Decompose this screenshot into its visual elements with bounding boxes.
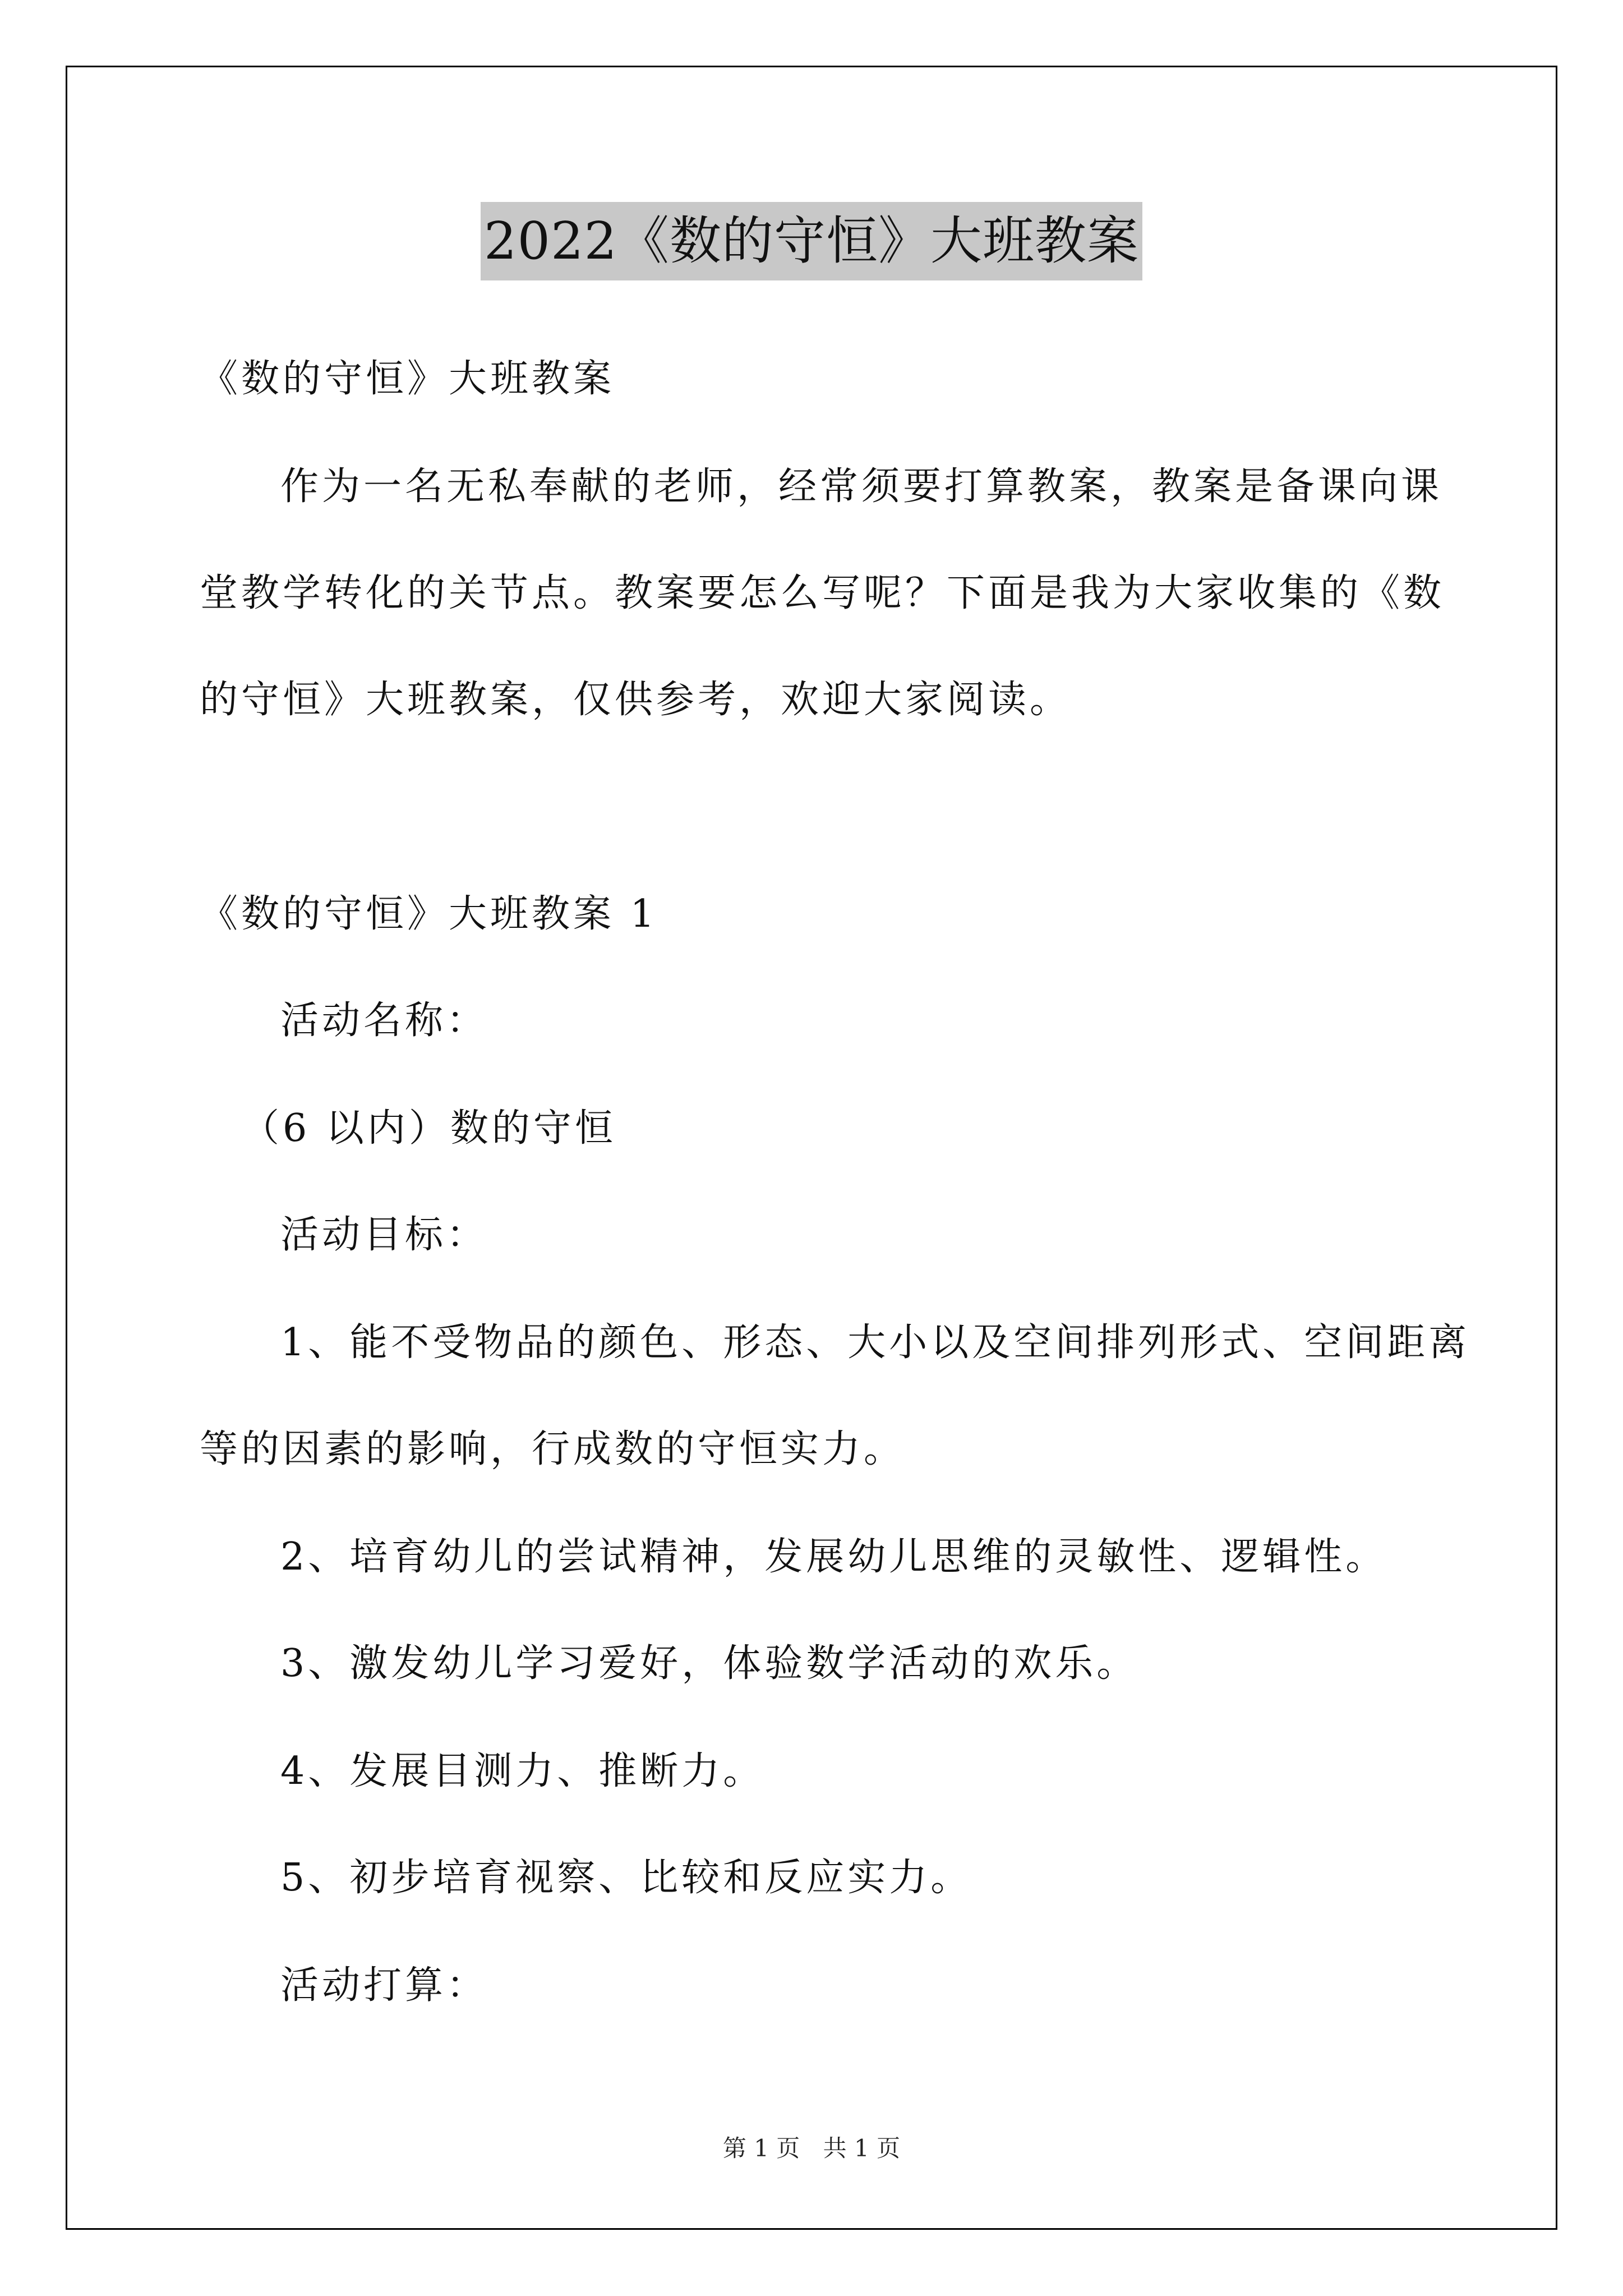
intro-line-1: 作为一名无私奉献的老师，经常须要打算教案，教案是备课向课: [280, 464, 1443, 509]
goals-label: 活动目标：: [280, 1213, 488, 1257]
activity-name: （6 以内）数的守恒: [241, 1106, 616, 1151]
section-heading: 《数的守恒》大班教案 1: [200, 892, 658, 936]
goal-1-line-1: 1、能不受物品的颜色、形态、大小以及空间排列形式、空间距离: [280, 1320, 1470, 1365]
page-current: 第 1 页: [722, 2134, 800, 2162]
goal-1-line-2: 等的因素的影响，行成数的守恒实力。: [200, 1427, 906, 1471]
title-container: [0, 202, 1623, 280]
goal-2: 2、培育幼儿的尝试精神，发展幼儿思维的灵敏性、逻辑性。: [280, 1535, 1387, 1579]
intro-line-2: 堂教学转化的关节点。教案要怎么写呢？下面是我为大家收集的《数: [200, 571, 1445, 615]
goal-5: 5、初步培育视察、比较和反应实力。: [280, 1856, 972, 1900]
intro-line-3: 的守恒》大班教案，仅供参考，欢迎大家阅读。: [200, 678, 1072, 722]
activity-name-label: 活动名称：: [280, 999, 488, 1043]
goal-3: 3、激发幼儿学习爱好，体验数学活动的欢乐。: [280, 1641, 1138, 1686]
page-footer: [0, 2134, 1623, 2162]
goal-4: 4、发展目测力、推断力。: [280, 1749, 765, 1793]
document-title: 2022《数的守恒》大班教案: [481, 202, 1142, 280]
preparation-label: 活动打算：: [280, 1963, 488, 2008]
page-total: 共 1 页: [823, 2134, 901, 2162]
subtitle: 《数的守恒》大班教案: [200, 357, 615, 401]
